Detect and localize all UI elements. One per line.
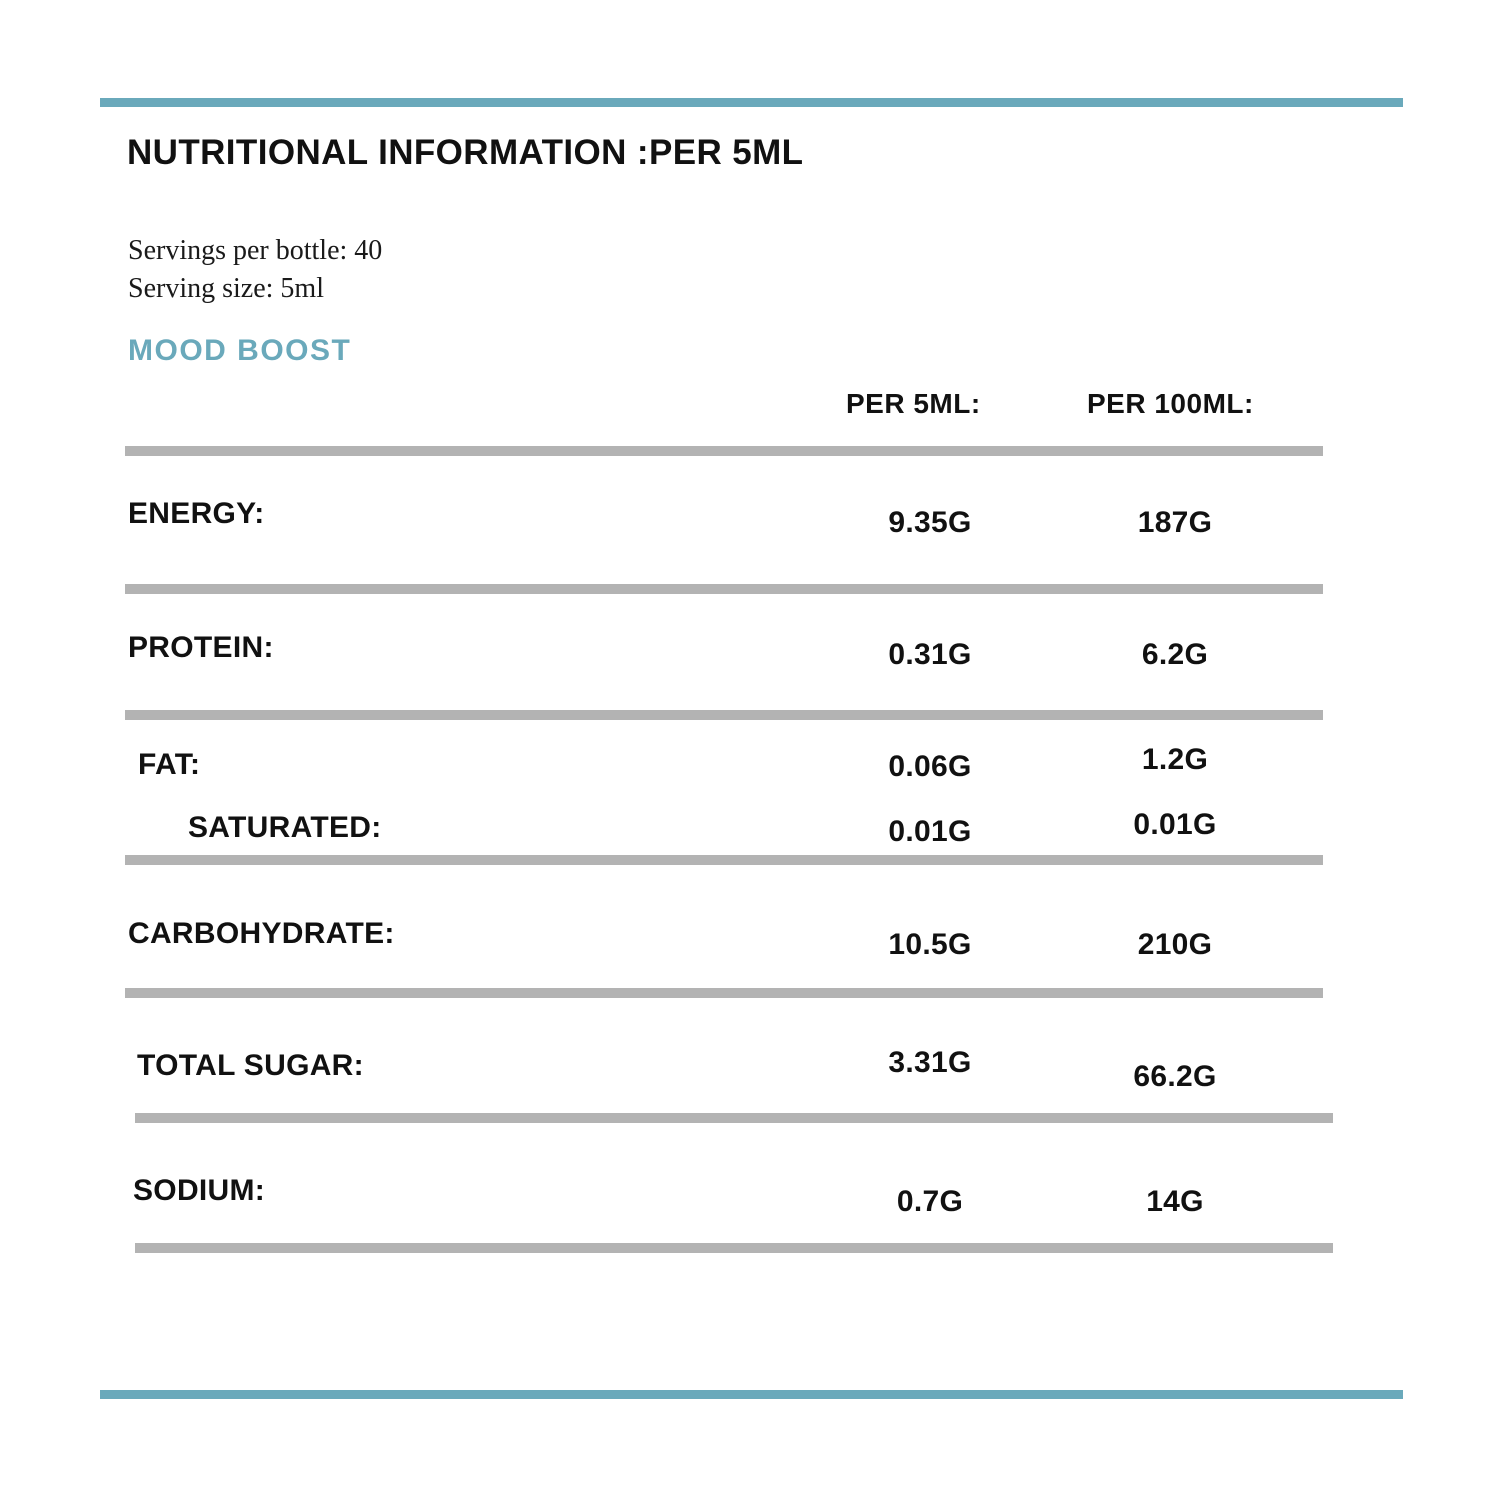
bottom-accent-rule <box>100 1390 1403 1399</box>
table-divider <box>125 988 1323 998</box>
row-value-energy-per-5ml: 9.35G <box>888 506 972 539</box>
serving-info <box>128 232 382 308</box>
row-value-protein-per-100ml: 6.2G <box>1141 638 1209 671</box>
page-title: NUTRITIONAL INFORMATION :PER 5ML <box>127 133 804 172</box>
row-label-fat: FAT: <box>138 748 201 781</box>
table-divider <box>135 1243 1333 1253</box>
row-value-saturated-per-5ml: 0.01G <box>888 815 972 848</box>
row-value-saturated-per-100ml: 0.01G <box>1133 808 1217 841</box>
row-value-sodium-per-5ml: 0.7G <box>896 1185 964 1218</box>
table-divider <box>135 1113 1333 1123</box>
table-divider <box>125 710 1323 720</box>
top-accent-rule <box>100 98 1403 107</box>
row-value-energy-per-100ml: 187G <box>1137 506 1213 539</box>
row-value-carbohydrate-per-100ml: 210G <box>1137 928 1213 961</box>
serving-size: Serving size: 5ml <box>128 273 324 304</box>
row-label-sodium: SODIUM: <box>133 1174 266 1207</box>
table-divider <box>125 584 1323 594</box>
row-value-fat-per-5ml: 0.06G <box>888 750 972 783</box>
row-value-carbohydrate-per-5ml: 10.5G <box>888 928 972 961</box>
column-header-per-100ml: PER 100ML: <box>1087 388 1254 419</box>
table-divider <box>125 855 1323 865</box>
row-label-energy: ENERGY: <box>128 497 265 530</box>
row-label-total-sugar: TOTAL SUGAR: <box>137 1049 364 1082</box>
row-value-fat-per-100ml: 1.2G <box>1141 743 1209 776</box>
row-value-protein-per-5ml: 0.31G <box>888 638 972 671</box>
row-label-carbohydrate: CARBOHYDRATE: <box>128 917 395 950</box>
row-value-sodium-per-100ml: 14G <box>1146 1185 1204 1218</box>
product-variant-name: MOOD BOOST <box>128 334 352 367</box>
table-divider <box>125 446 1323 456</box>
row-value-total-sugar-per-5ml: 3.31G <box>888 1046 972 1079</box>
row-value-total-sugar-per-100ml: 66.2G <box>1133 1060 1217 1093</box>
servings-per-bottle: Servings per bottle: 40 <box>128 235 383 266</box>
row-label-protein: PROTEIN: <box>128 631 274 664</box>
row-label-saturated: SATURATED: <box>188 811 382 844</box>
column-header-per-5ml: PER 5ML: <box>846 388 981 419</box>
